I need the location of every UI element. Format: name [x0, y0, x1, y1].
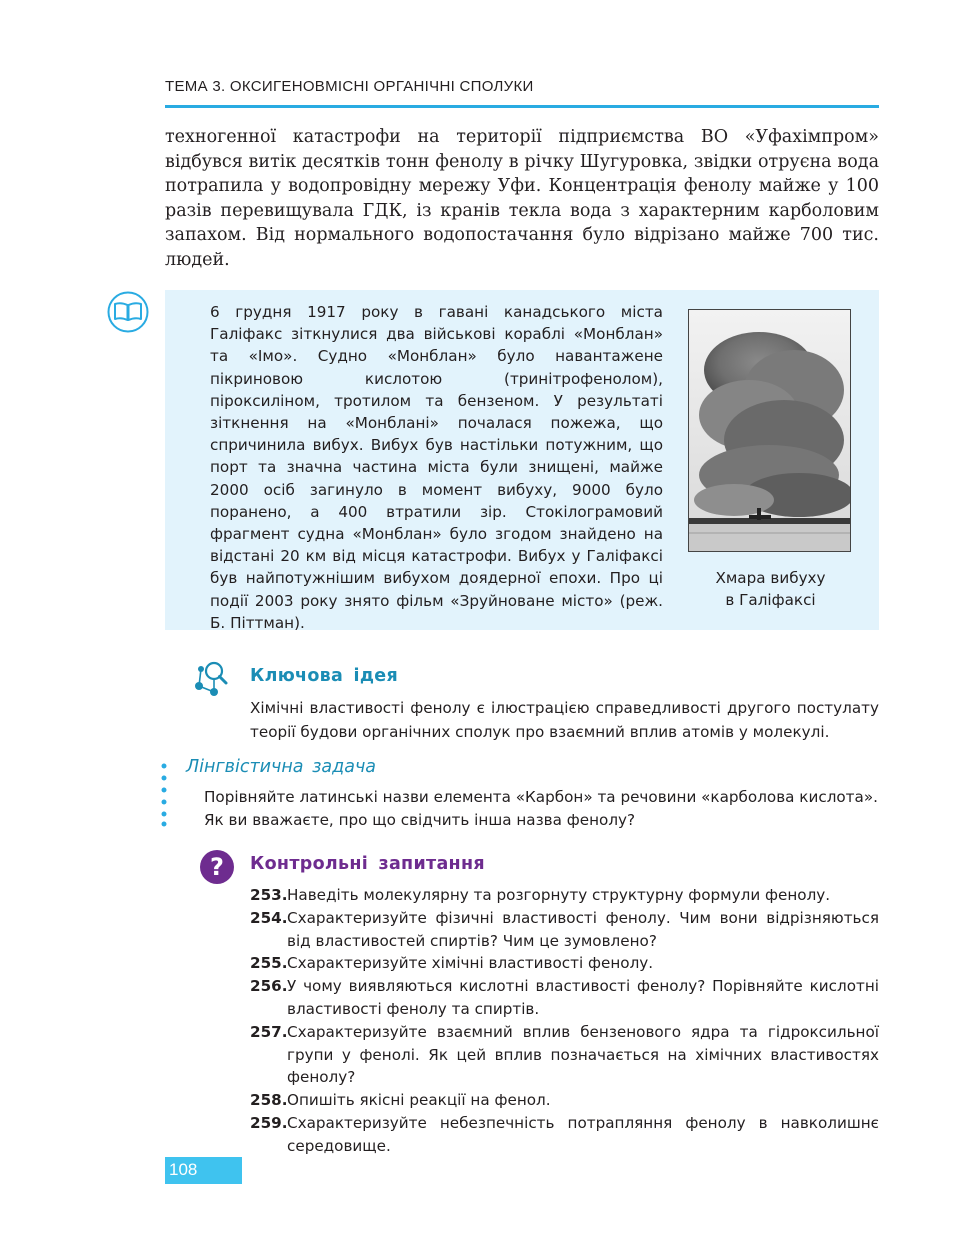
question-item	[250, 1112, 879, 1158]
question-text: Схарактеризуйте небезпечність потрапляння фенолу в навколишнє середовище.	[287, 1113, 879, 1155]
linguistic-task-text	[204, 786, 879, 832]
page-number: 108	[169, 1160, 198, 1179]
photo-caption	[688, 567, 853, 611]
question-text: Опишіть якісні реакції на фенол.	[287, 1091, 551, 1110]
questions-list	[250, 884, 879, 1158]
caption-line-1: Хмара вибуху	[715, 569, 826, 587]
question-number: 255.	[250, 954, 288, 973]
question-number: 253.	[250, 886, 288, 904]
question-item	[250, 952, 879, 975]
key-idea-text: Хімічні властивості фенолу є ілюстрацією справедливості другого постулату теорії будови органічних сполук про взаємний вплив атомів у молекулі.	[250, 699, 879, 741]
question-item	[250, 1089, 879, 1112]
question-item	[250, 1021, 879, 1089]
linguistic-line-2: Як ви вважаєте, про що свідчить інша назва фенолу?	[204, 811, 636, 829]
question-number: 256.	[250, 977, 288, 996]
svg-text:?: ?	[210, 853, 224, 881]
question-number: 257.	[250, 1022, 288, 1041]
dotted-marker-icon	[160, 762, 168, 828]
question-item	[250, 884, 879, 907]
halifax-text: 6 грудня 1917 року в гавані канадського міста Галіфакс зіткнулися два військові кораблі «Монблан» та «Імо». Судно «Монблан» було навантажене пікриновою кислотою (тринітрофенолом), піроксиліном, тротилом та бензеном. У результаті зіткнення на «Монблані» почалася пожежа, що спричинила вибух. Вибух був настільки потужним, що порт та значна частина міста були знищені, майже 2000 осіб загинуло в момент вибуху, 9000 було поранено, а 400 втратили зір. Стокілограмовий фрагмент судна «Монблан» було згодом знайдено на відстані 20 км від місця катастрофи. Вибух у Галіфаксі був найпотужнішим вибухом доядерної епохи. Про ці події 2003 року знято фільм «Зруйноване місто» (реж. Б. Піттман).	[210, 303, 663, 632]
running-header: ТЕМА 3. ОКСИГЕНОВМІСНІ ОРГАНІЧНІ СПОЛУКИ	[165, 78, 534, 95]
question-number: 259.	[250, 1113, 288, 1132]
question-text: Наведіть молекулярну та розгорнуту структурну формули фенолу.	[287, 886, 831, 904]
linguistic-task-title: Лінгвістична задача	[186, 757, 377, 777]
explosion-cloud-photo	[688, 309, 851, 552]
question-text: Схарактеризуйте хімічні властивості фенолу.	[287, 954, 654, 973]
question-number: 258.	[250, 1091, 288, 1110]
intro-paragraph: техногенної катастрофи на території підприємства ВО «Уфахімпром» відбувся витік десятків тонн фенолу в річку Шугуровка, звідки отруєна вода потрапила у водопровідну мережу Уфи. Концентрація фенолу майже у 100 разів перевищувала ГДК, із кранів текла вода з характерним карболовим запахом. Від нормального водопостачання було відрізано майже 700 тис. людей.	[165, 127, 879, 270]
question-text: Схарактеризуйте фізичні властивості фенолу. Чим вони відрізняються від властивостей спиртів? Чим це зумовлено?	[287, 908, 879, 950]
linguistic-line-1: Порівняйте латинські назви елемента «Карбон» та речовини «карболова кислота».	[204, 788, 878, 806]
question-item	[250, 975, 879, 1021]
question-number: 254.	[250, 908, 288, 927]
question-icon	[199, 849, 235, 885]
key-idea-icon	[191, 659, 233, 699]
caption-line-2: в Галіфаксі	[725, 591, 816, 609]
open-book-icon	[107, 291, 149, 333]
question-text: Схарактеризуйте взаємний вплив бензенового ядра та гідроксильної групи у фенолі. Як цей вплив позначається на хімічних властивостях фенолу?	[287, 1022, 879, 1087]
header-rule	[165, 105, 879, 108]
control-questions-title: Контрольні запитання	[250, 854, 485, 874]
key-idea-title: Ключова ідея	[250, 666, 398, 686]
question-item	[250, 907, 879, 953]
question-text: У чому виявляються кислотні властивості фенолу? Порівняйте кислотні властивості фенолу та спиртів.	[287, 977, 879, 1018]
